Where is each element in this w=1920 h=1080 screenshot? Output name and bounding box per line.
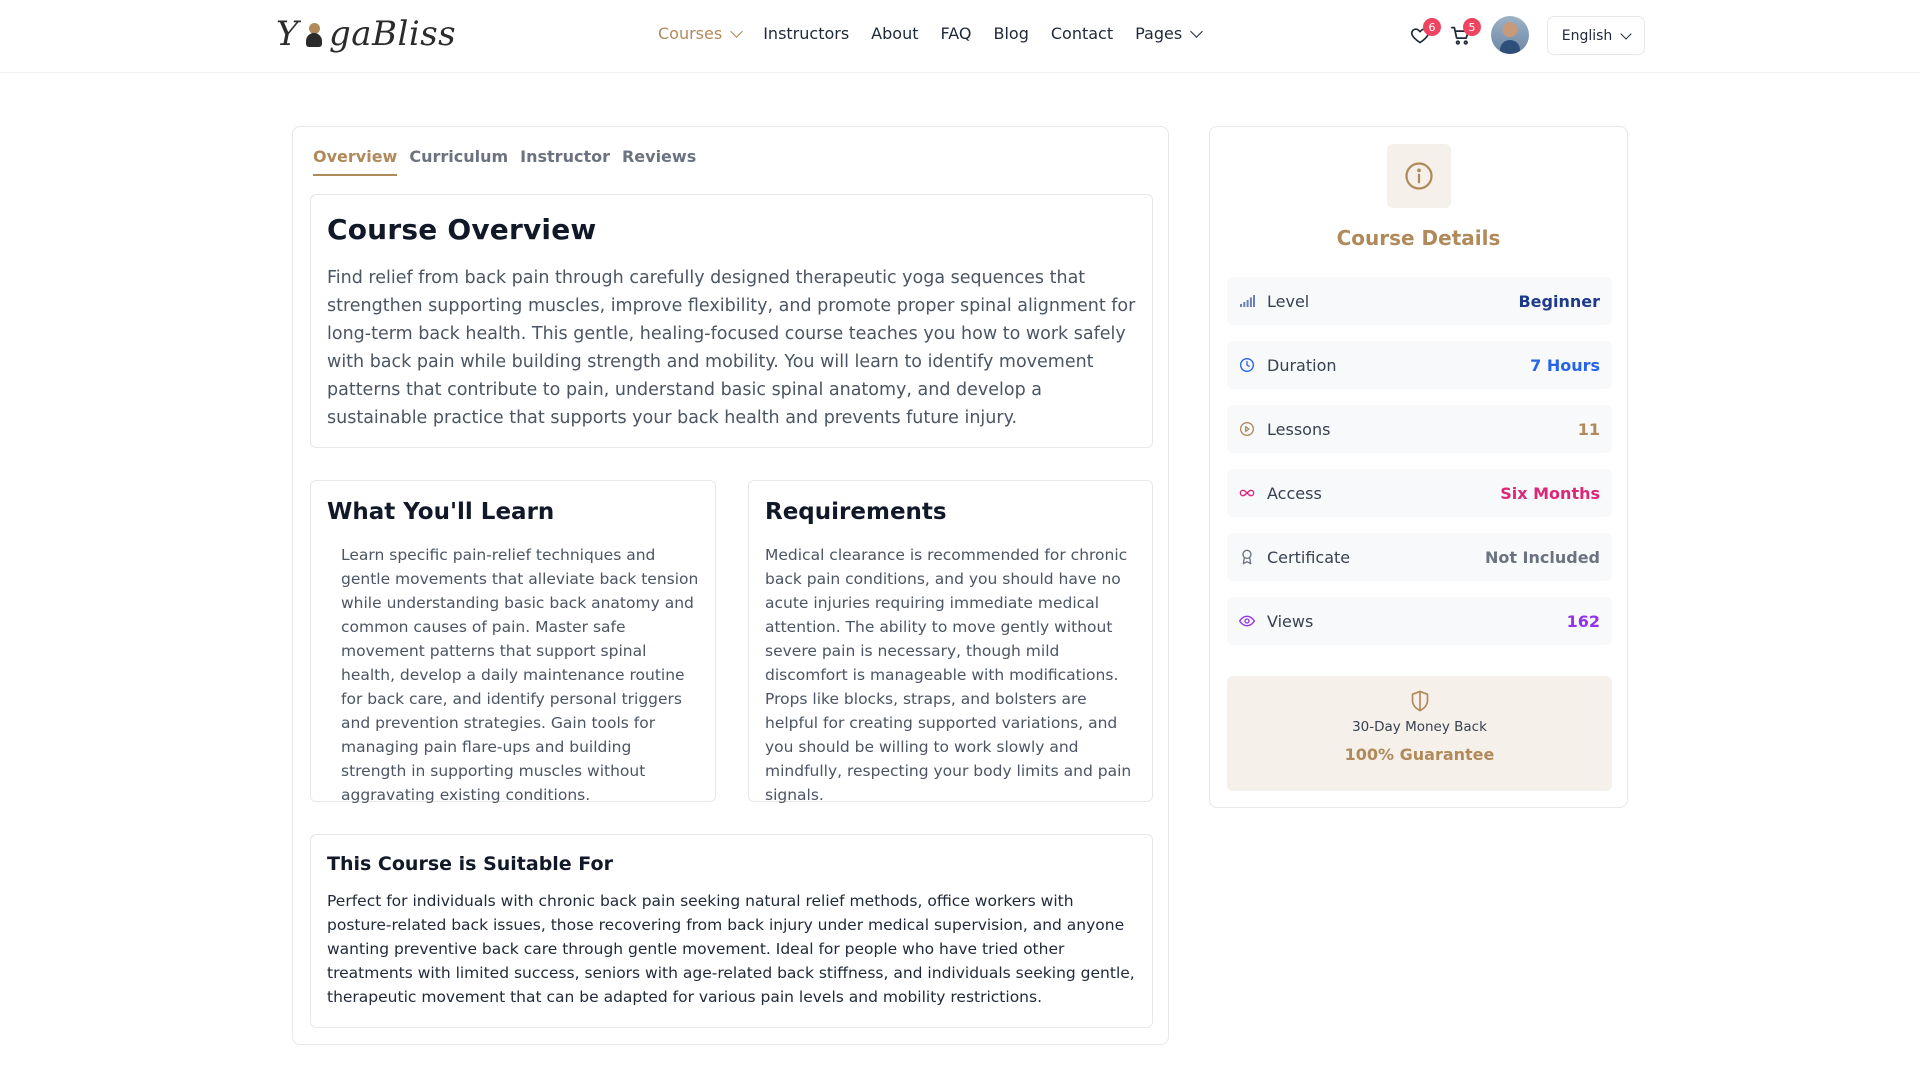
yoga-figure-icon bbox=[301, 19, 327, 49]
learn-section bbox=[310, 480, 716, 802]
award-icon bbox=[1239, 549, 1255, 565]
detail-value: Not Included bbox=[1484, 547, 1600, 567]
tab-instructor[interactable]: Instructor bbox=[520, 147, 610, 166]
detail-value: Six Months bbox=[1500, 483, 1600, 503]
requirements-title: Requirements bbox=[765, 499, 947, 525]
nav-label: Pages bbox=[1135, 24, 1183, 43]
site-header bbox=[0, 0, 1920, 73]
detail-label: Certificate bbox=[1267, 547, 1351, 567]
detail-row-access bbox=[1227, 469, 1612, 517]
cart-count-badge: 5 bbox=[1463, 18, 1481, 36]
detail-row-level bbox=[1227, 277, 1612, 325]
avatar[interactable] bbox=[1491, 16, 1529, 54]
learn-title: What You'll Learn bbox=[327, 499, 555, 525]
detail-label: Level bbox=[1267, 291, 1310, 311]
clock-icon bbox=[1239, 357, 1255, 373]
signal-bars-icon bbox=[1239, 293, 1255, 309]
wishlist-count-badge: 6 bbox=[1423, 18, 1441, 36]
play-circle-icon bbox=[1239, 421, 1255, 437]
nav-item-pages[interactable] bbox=[1135, 24, 1201, 43]
language-select[interactable] bbox=[1547, 16, 1645, 55]
nav-label: About bbox=[871, 24, 919, 43]
main-nav bbox=[658, 24, 1223, 43]
nav-label: Courses bbox=[658, 24, 723, 43]
wishlist-button[interactable] bbox=[1407, 20, 1436, 48]
nav-item-blog[interactable] bbox=[993, 24, 1028, 43]
nav-item-faq[interactable] bbox=[940, 24, 971, 43]
nav-item-about[interactable] bbox=[871, 24, 918, 43]
course-content-card bbox=[292, 126, 1169, 1045]
detail-value: 162 bbox=[1566, 611, 1600, 631]
info-icon bbox=[1404, 161, 1434, 191]
detail-label: Access bbox=[1267, 483, 1322, 503]
detail-label: Duration bbox=[1267, 355, 1337, 375]
nav-item-contact[interactable] bbox=[1051, 24, 1113, 43]
detail-value: 11 bbox=[1577, 419, 1600, 439]
nav-label: Blog bbox=[993, 24, 1029, 43]
detail-label: Views bbox=[1267, 611, 1314, 631]
overview-title: Course Overview bbox=[327, 213, 597, 246]
nav-label: Contact bbox=[1050, 24, 1114, 43]
suitable-section bbox=[310, 834, 1153, 1028]
tab-overview[interactable]: Overview bbox=[313, 147, 397, 176]
tab-reviews[interactable]: Reviews bbox=[621, 147, 697, 166]
guarantee-line2: 100% Guarantee bbox=[1344, 745, 1495, 764]
course-details-title: Course Details bbox=[1336, 226, 1501, 250]
info-badge bbox=[1387, 144, 1451, 208]
overview-section bbox=[310, 194, 1153, 448]
money-back-guarantee bbox=[1227, 676, 1612, 791]
tab-curriculum[interactable]: Curriculum bbox=[409, 147, 509, 166]
course-tabs bbox=[313, 147, 696, 176]
language-label: English bbox=[1561, 27, 1613, 44]
chevron-down-icon bbox=[1190, 25, 1203, 38]
detail-label: Lessons bbox=[1267, 419, 1331, 439]
chevron-down-icon bbox=[730, 25, 743, 38]
brand-name-prefix: Y bbox=[276, 14, 299, 54]
detail-value: 7 Hours bbox=[1530, 355, 1600, 375]
nav-label: FAQ bbox=[940, 24, 972, 43]
infinity-icon bbox=[1239, 485, 1255, 501]
detail-row-views bbox=[1227, 597, 1612, 645]
course-details-card bbox=[1209, 126, 1628, 808]
suitable-text: Perfect for individuals with chronic back pain seeking natural relief methods, office workers with posture-related back issues, those recovering from back injury under medical supervision, and anyone wanting preventive back care through gentle movement. Ideal for people who have tried other treatments with limited success, seniors with age-related back stiffness, and individuals seeking gentle, therapeutic movement that can be adapted for various pain levels and mobility restrictions. bbox=[327, 892, 1135, 1006]
requirements-text: Medical clearance is recommended for chronic back pain conditions, and you should have no acute injuries requiring immediate medical attention. The ability to move gently without severe pain is necessary, though mild discomfort is manageable with modifications. Props like blocks, straps, and bolsters are helpful for creating supported variations, and you should be willing to work slowly and mindfully, respecting your body limits and pain signals. bbox=[765, 546, 1132, 804]
chevron-down-icon bbox=[1621, 28, 1632, 39]
suitable-title: This Course is Suitable For bbox=[327, 853, 613, 875]
nav-item-courses[interactable] bbox=[658, 24, 741, 43]
eye-icon bbox=[1239, 613, 1255, 629]
detail-row-certificate bbox=[1227, 533, 1612, 581]
guarantee-line1: 30-Day Money Back bbox=[1352, 719, 1487, 735]
detail-row-lessons bbox=[1227, 405, 1612, 453]
cart-button[interactable] bbox=[1447, 20, 1476, 48]
brand-name-suffix: gaBliss bbox=[328, 14, 457, 54]
requirements-section bbox=[748, 480, 1153, 802]
nav-item-instructors[interactable] bbox=[763, 24, 849, 43]
overview-text: Find relief from back pain through carefully designed therapeutic yoga sequences that strengthen supporting muscles, improve flexibility, and promote proper spinal alignment for long-term back health. This gentle, healing-focused course teaches you how to work safely with back pain while building strength and mobility. You will learn to identify movement patterns that contribute to pain, understand basic spinal anatomy, and develop a sustainable practice that supports your back health and prevents future injury. bbox=[327, 268, 1136, 428]
brand-logo[interactable] bbox=[276, 14, 456, 54]
learn-text: Learn specific pain-relief techniques and gentle movements that alleviate back tension while understanding basic back anatomy and common causes of pain. Master safe movement patterns that support spinal health, develop a daily maintenance routine for back care, and identify personal triggers and prevention strategies. Gain tools for managing pain flare-ups and building strength in supporting muscles without aggravating existing conditions. bbox=[341, 546, 699, 804]
detail-row-duration bbox=[1227, 341, 1612, 389]
nav-label: Instructors bbox=[763, 24, 850, 43]
detail-value: Beginner bbox=[1518, 291, 1600, 311]
shield-icon bbox=[1410, 690, 1430, 712]
